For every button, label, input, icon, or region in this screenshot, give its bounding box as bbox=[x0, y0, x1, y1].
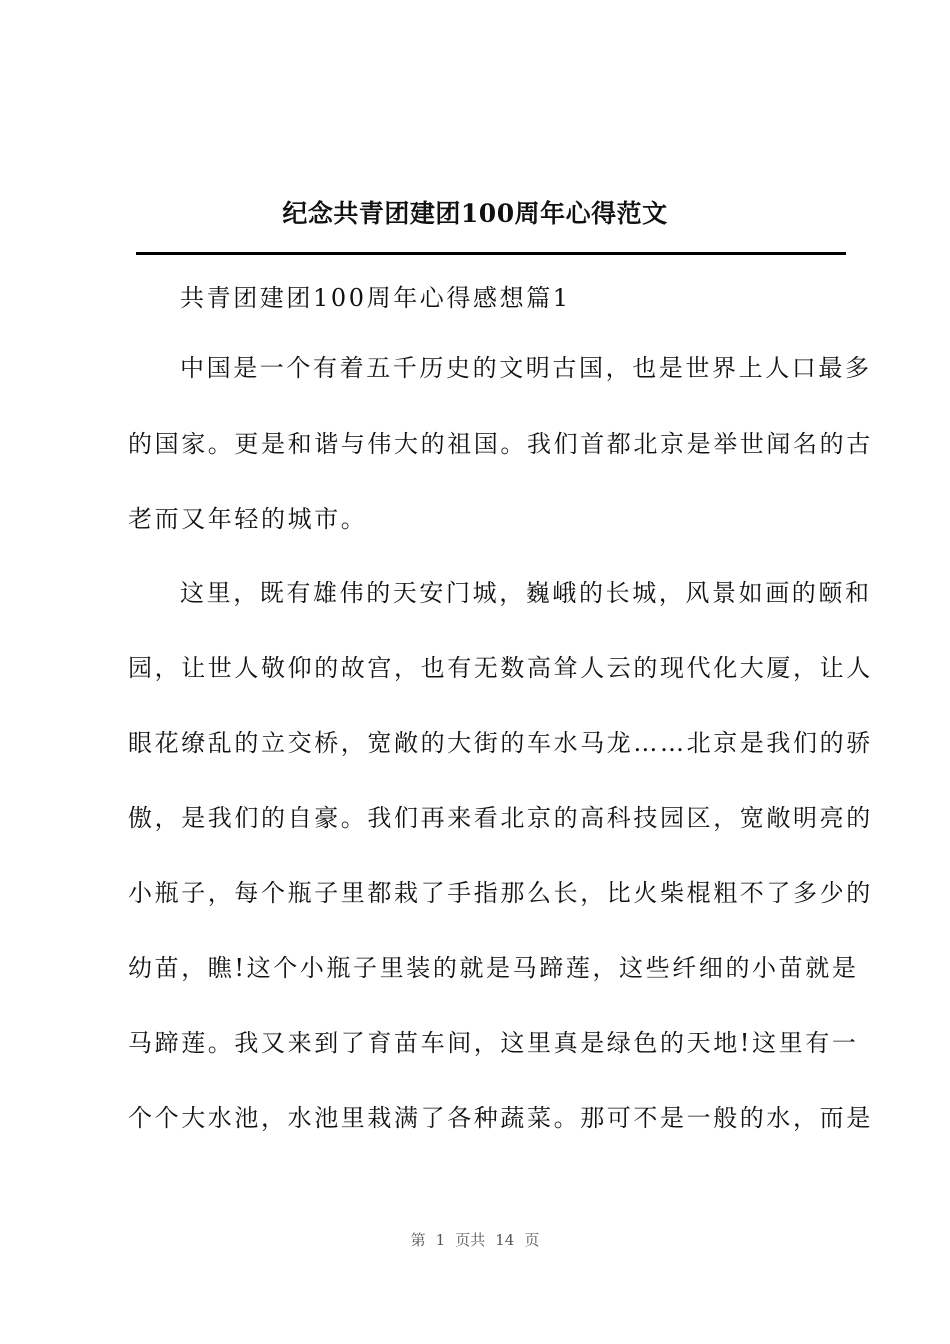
paragraph-line: 中国是一个有着五千历史的文明古国，也是世界上人口最多 bbox=[180, 354, 872, 382]
paragraph-line: 这里，既有雄伟的天安门城，巍峨的长城，风景如画的颐和 bbox=[180, 579, 872, 607]
footer-suffix: 页 bbox=[524, 1231, 540, 1249]
title-divider bbox=[136, 252, 846, 255]
paragraph-line: 马蹄莲。我又来到了育苗车间，这里真是绿色的天地!这里有一 bbox=[128, 1029, 859, 1057]
section-heading: 共青团建团100周年心得感想篇1 bbox=[180, 284, 571, 312]
footer-mid: 页共 bbox=[455, 1231, 486, 1249]
paragraph-line: 小瓶子，每个瓶子里都栽了手指那么长，比火柴棍粗不了多少的 bbox=[128, 879, 873, 907]
paragraph-line: 个个大水池，水池里栽满了各种蔬菜。那可不是一般的水，而是 bbox=[128, 1104, 873, 1132]
footer-page-number: 1 bbox=[435, 1231, 446, 1249]
footer-prefix: 第 bbox=[410, 1231, 426, 1249]
page-footer bbox=[0, 1229, 950, 1251]
paragraph-line: 园，让世人敬仰的故宫，也有无数高耸人云的现代化大厦，让人 bbox=[128, 654, 873, 682]
paragraph-line: 老而又年轻的城市。 bbox=[128, 505, 368, 533]
paragraph-line: 的国家。更是和谐与伟大的祖国。我们首都北京是举世闻名的古 bbox=[128, 430, 873, 458]
footer-total-pages: 14 bbox=[495, 1231, 515, 1249]
document-title: 纪念共青团建团100周年心得范文 bbox=[282, 199, 668, 228]
paragraph-line: 眼花缭乱的立交桥，宽敞的大街的车水马龙……北京是我们的骄 bbox=[128, 729, 873, 757]
paragraph-line: 幼苗，瞧!这个小瓶子里装的就是马蹄莲，这些纤细的小苗就是 bbox=[128, 954, 859, 982]
paragraph-line: 傲，是我们的自豪。我们再来看北京的高科技园区，宽敞明亮的 bbox=[128, 804, 873, 832]
